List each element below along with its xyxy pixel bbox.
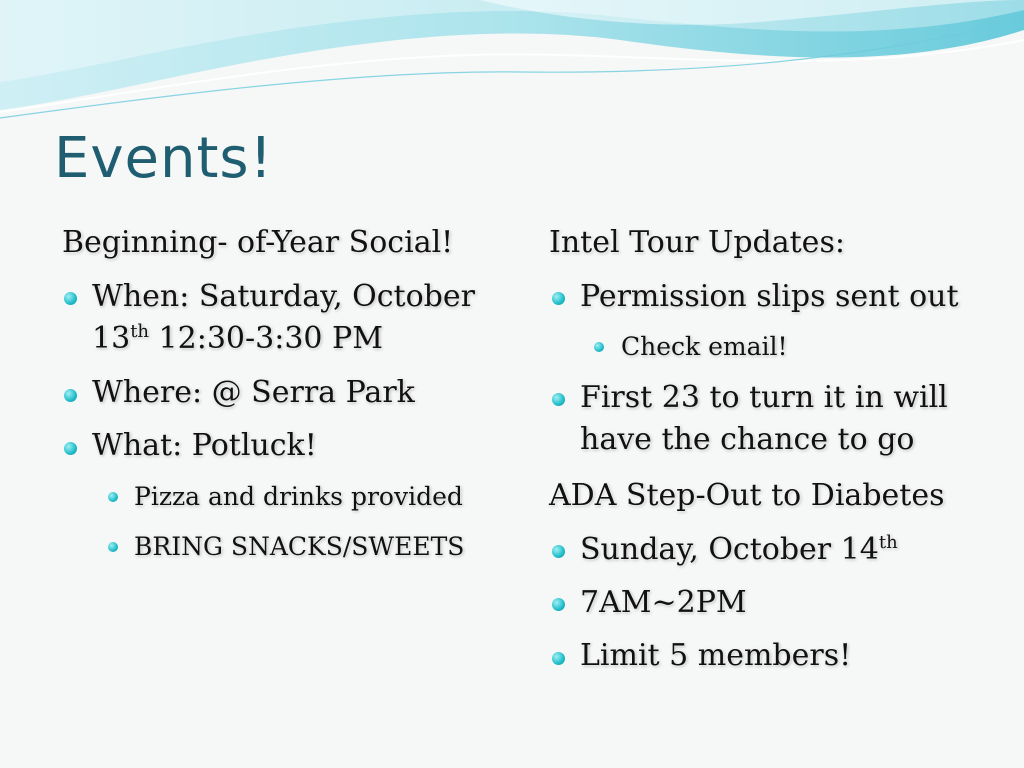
permission-item: Permission slips sent out [580,279,959,314]
bullet-icon [64,442,77,455]
when-day: 13 [92,321,131,356]
check-email-sub-item: Check email! [621,332,788,361]
when-time: 12:30-3:30 PM [149,321,383,356]
when-line-2 [92,318,512,360]
snacks-sub-item: BRING SNACKS/SWEETS [134,532,465,561]
sunday-item [580,529,898,571]
bullet-icon [64,389,77,402]
ada-heading: ADA Step-Out to Diabetes [549,478,945,513]
sunday-suffix: th [878,532,898,553]
bullet-icon [64,292,77,305]
social-heading: Beginning- of-Year Social! [62,225,454,260]
bullet-icon [552,652,565,665]
intel-heading: Intel Tour Updates: [549,225,845,260]
slide-title: Events! [54,126,274,191]
pizza-sub-item: Pizza and drinks provided [134,482,463,511]
bullet-icon [552,545,565,558]
sub-bullet-icon [108,542,118,552]
sub-bullet-icon [108,492,118,502]
what-item: What: Potluck! [92,428,317,463]
first23-item [580,377,1000,461]
sub-bullet-icon [594,342,604,352]
limit-item: Limit 5 members! [580,638,852,673]
sunday-text: Sunday, October 14 [580,532,879,567]
first23-line-2: have the chance to go [580,422,915,457]
first23-line-1: First 23 to turn it in will [580,380,948,415]
where-item: Where: @ Serra Park [92,375,415,410]
bullet-icon [552,393,565,406]
bullet-icon [552,598,565,611]
when-line-1: When: Saturday, October [92,279,475,314]
bullet-icon [552,292,565,305]
time-item: 7AM~2PM [580,585,747,620]
when-day-suffix: th [130,321,150,342]
header-wave-decoration [0,0,1024,130]
when-item [92,276,512,360]
